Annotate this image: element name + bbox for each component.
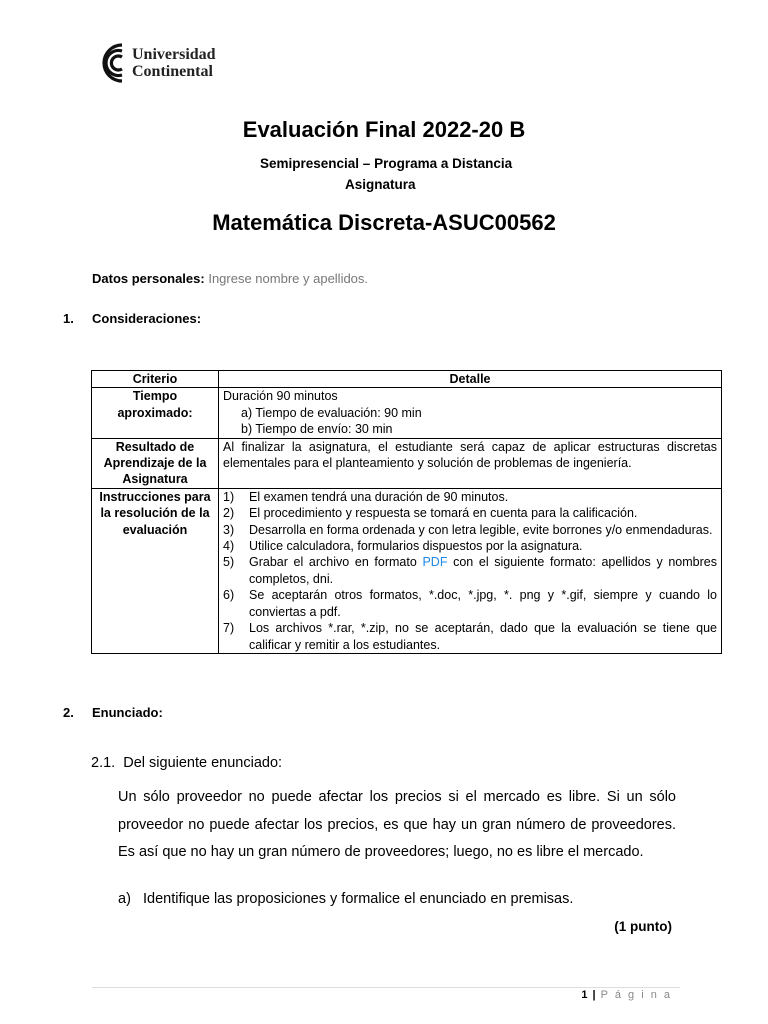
list-item — [223, 489, 717, 505]
document-title: Evaluación Final 2022-20 B — [242, 117, 526, 142]
section-2-heading — [63, 705, 163, 720]
item-text — [249, 554, 717, 587]
item-number: 1) — [223, 489, 235, 504]
page-label: P á g i n a — [600, 989, 672, 1001]
item-number: 4) — [223, 539, 235, 554]
section-2-number: 2. — [63, 705, 74, 720]
item-text: Desarrolla en forma ordenada y con letra legible, evite borrones y/o enmendaduras. — [249, 522, 713, 537]
item-text: Utilice calculadora, formularios dispuestos por la asignatura. — [249, 539, 583, 554]
instructions-list — [223, 489, 717, 653]
logo-line1: Universidad — [132, 46, 216, 63]
table-row — [92, 388, 722, 438]
question-number: 2.1. — [91, 755, 116, 771]
item-text: Se aceptarán otros formatos, *.doc, *.jpg, *. png y *.gif, siempre y cuando lo conviertas a pdf. — [249, 588, 717, 619]
modality-subtitle: Semipresencial – Programa a Distancia — [260, 156, 513, 171]
section-1-heading — [63, 311, 201, 326]
course-title: Matemática Discreta-ASUC00562 — [212, 210, 556, 235]
points-label: (1 punto) — [614, 919, 672, 934]
list-item — [223, 620, 717, 653]
subquestion-text: Identifique las proposiciones y formalice el enunciado en premisas. — [143, 891, 574, 907]
subquestion-label: a) — [118, 891, 131, 907]
item-number: 7) — [223, 621, 235, 636]
section-1-number: 1. — [63, 311, 74, 326]
criteria-table — [91, 370, 722, 654]
item-text-post: con el siguiente formato: apellidos y nombres completos, dni. — [249, 555, 717, 586]
personal-data-label: Datos personales: — [92, 271, 205, 286]
list-item — [223, 587, 717, 620]
subquestion-a — [118, 891, 573, 907]
item-number: 6) — [223, 588, 235, 603]
footer-divider — [92, 987, 680, 988]
col-detalle: Detalle — [219, 371, 722, 388]
evaluation-time: a) Tiempo de evaluación: 90 min — [241, 405, 422, 420]
section-2-title: Enunciado: — [92, 705, 163, 720]
table-header-row — [92, 371, 722, 388]
item-number: 3) — [223, 522, 235, 537]
question-2-1 — [91, 755, 282, 771]
detalle-tiempo — [219, 388, 722, 438]
logo-wordmark — [132, 46, 216, 80]
statement-paragraph: Un sólo proveedor no puede afectar los precios si el mercado es libre. Si un sólo proveedor no puede afectar los precios, es que hay un gran número de proveedores. Es así que no hay un gran número de proveedores; luego, no es libre el mercado. — [118, 789, 676, 860]
page-number: 1 — [581, 989, 588, 1001]
pdf-link[interactable]: PDF — [422, 555, 448, 570]
item-text: Los archivos *.rar, *.zip, no se aceptarán, dado que la evaluación se tiene que calificar y remitir a los estudiantes. — [249, 621, 717, 652]
list-item — [223, 538, 717, 554]
table-row — [92, 488, 722, 653]
list-item — [223, 554, 717, 587]
detalle-resultado: Al finalizar la asignatura, el estudiante será capaz de aplicar estructuras discretas elementales para el planteamiento y solución de problemas de ingeniería. — [219, 438, 722, 488]
personal-data — [92, 271, 368, 286]
table-row — [92, 438, 722, 488]
personal-data-placeholder[interactable]: Ingrese nombre y apellidos. — [208, 271, 369, 286]
detalle-instrucciones — [219, 488, 722, 653]
university-logo — [90, 42, 216, 84]
item-number: 5) — [223, 555, 235, 570]
list-item — [223, 505, 717, 521]
col-criterio: Criterio — [92, 371, 219, 388]
page-footer — [581, 989, 672, 1001]
item-text: El examen tendrá una duración de 90 minutos. — [249, 489, 509, 504]
continental-logo-icon — [90, 42, 124, 84]
page-separator: | — [592, 989, 596, 1001]
duration-line: Duración 90 minutos — [223, 389, 338, 404]
criterio-tiempo: Tiempo aproximado: — [92, 388, 219, 438]
criterio-resultado: Resultado de Aprendizaje de la Asignatura — [92, 438, 219, 488]
list-item — [223, 522, 717, 538]
question-title: Del siguiente enunciado: — [123, 755, 283, 771]
section-1-title: Consideraciones: — [92, 311, 202, 326]
submission-time: b) Tiempo de envío: 30 min — [241, 422, 393, 437]
subject-label: Asignatura — [345, 177, 416, 192]
item-text-pre: Grabar el archivo en formato — [249, 555, 423, 570]
item-text: El procedimiento y respuesta se tomará en cuenta para la calificación. — [249, 506, 638, 521]
logo-line2: Continental — [132, 63, 213, 80]
criterio-instrucciones: Instrucciones para la resolución de la evaluación — [92, 488, 219, 653]
item-number: 2) — [223, 506, 235, 521]
